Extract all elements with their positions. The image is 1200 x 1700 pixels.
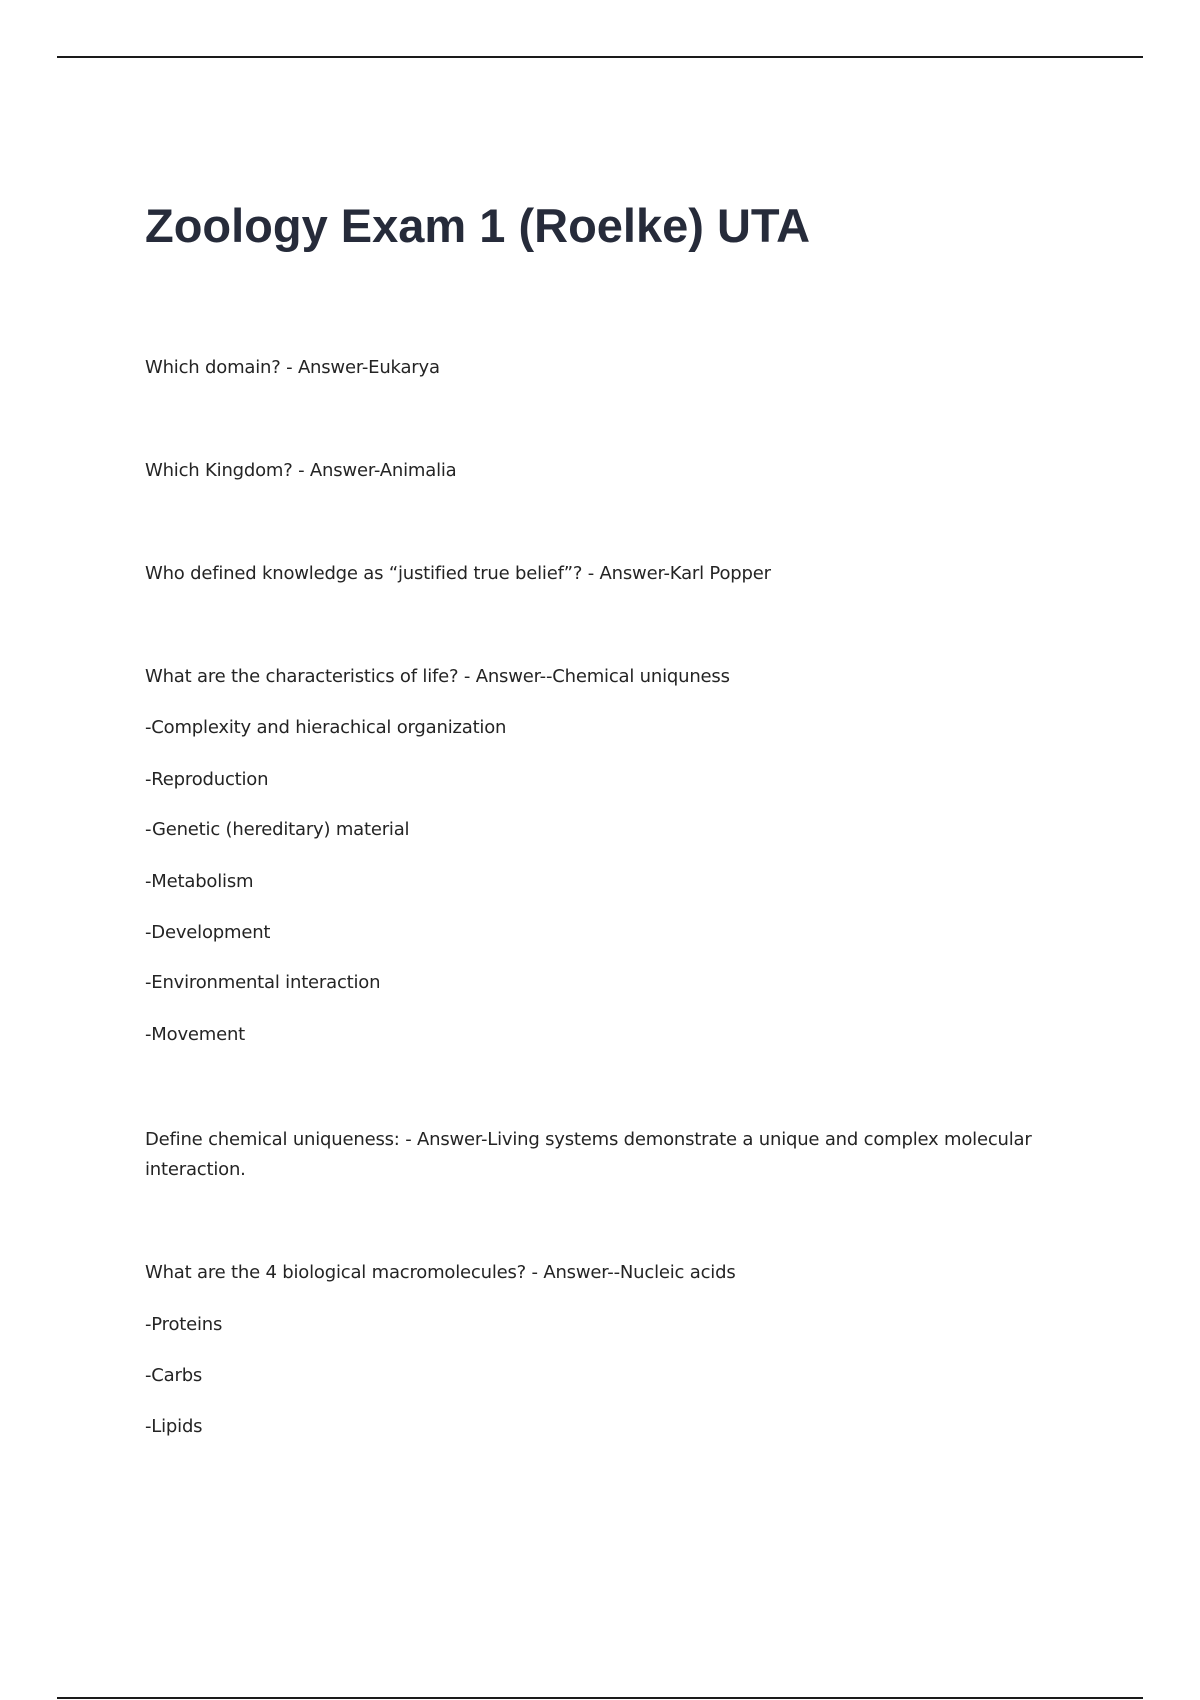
bottom-divider xyxy=(57,1697,1143,1699)
qa-chemical-uniqueness: Define chemical uniqueness: - Answer-Living systems demonstrate a unique and complex molecular interaction. xyxy=(145,1129,1032,1180)
list-item: -Genetic (hereditary) material xyxy=(145,819,410,840)
list-item: -Reproduction xyxy=(145,769,269,790)
list-item: -Movement xyxy=(145,1024,246,1045)
list-item: -Carbs xyxy=(145,1365,203,1386)
qa-kingdom: Which Kingdom? - Answer-Animalia xyxy=(145,460,457,481)
list-item: -Metabolism xyxy=(145,871,254,892)
list-item: -Development xyxy=(145,922,271,943)
qa-macromolecules-question: What are the 4 biological macromolecules? - Answer--Nucleic acids xyxy=(145,1262,736,1283)
top-divider xyxy=(57,56,1143,58)
list-item: -Complexity and hierachical organization xyxy=(145,717,507,738)
list-item: -Proteins xyxy=(145,1314,223,1335)
qa-knowledge: Who defined knowledge as “justified true belief”? - Answer-Karl Popper xyxy=(145,563,771,584)
list-item: -Environmental interaction xyxy=(145,972,381,993)
document-title: Zoology Exam 1 (Roelke) UTA xyxy=(145,199,811,252)
qa-domain: Which domain? - Answer-Eukarya xyxy=(145,357,440,378)
list-item: -Lipids xyxy=(145,1416,203,1437)
qa-characteristics-question: What are the characteristics of life? - Answer--Chemical uniquness xyxy=(145,666,730,687)
